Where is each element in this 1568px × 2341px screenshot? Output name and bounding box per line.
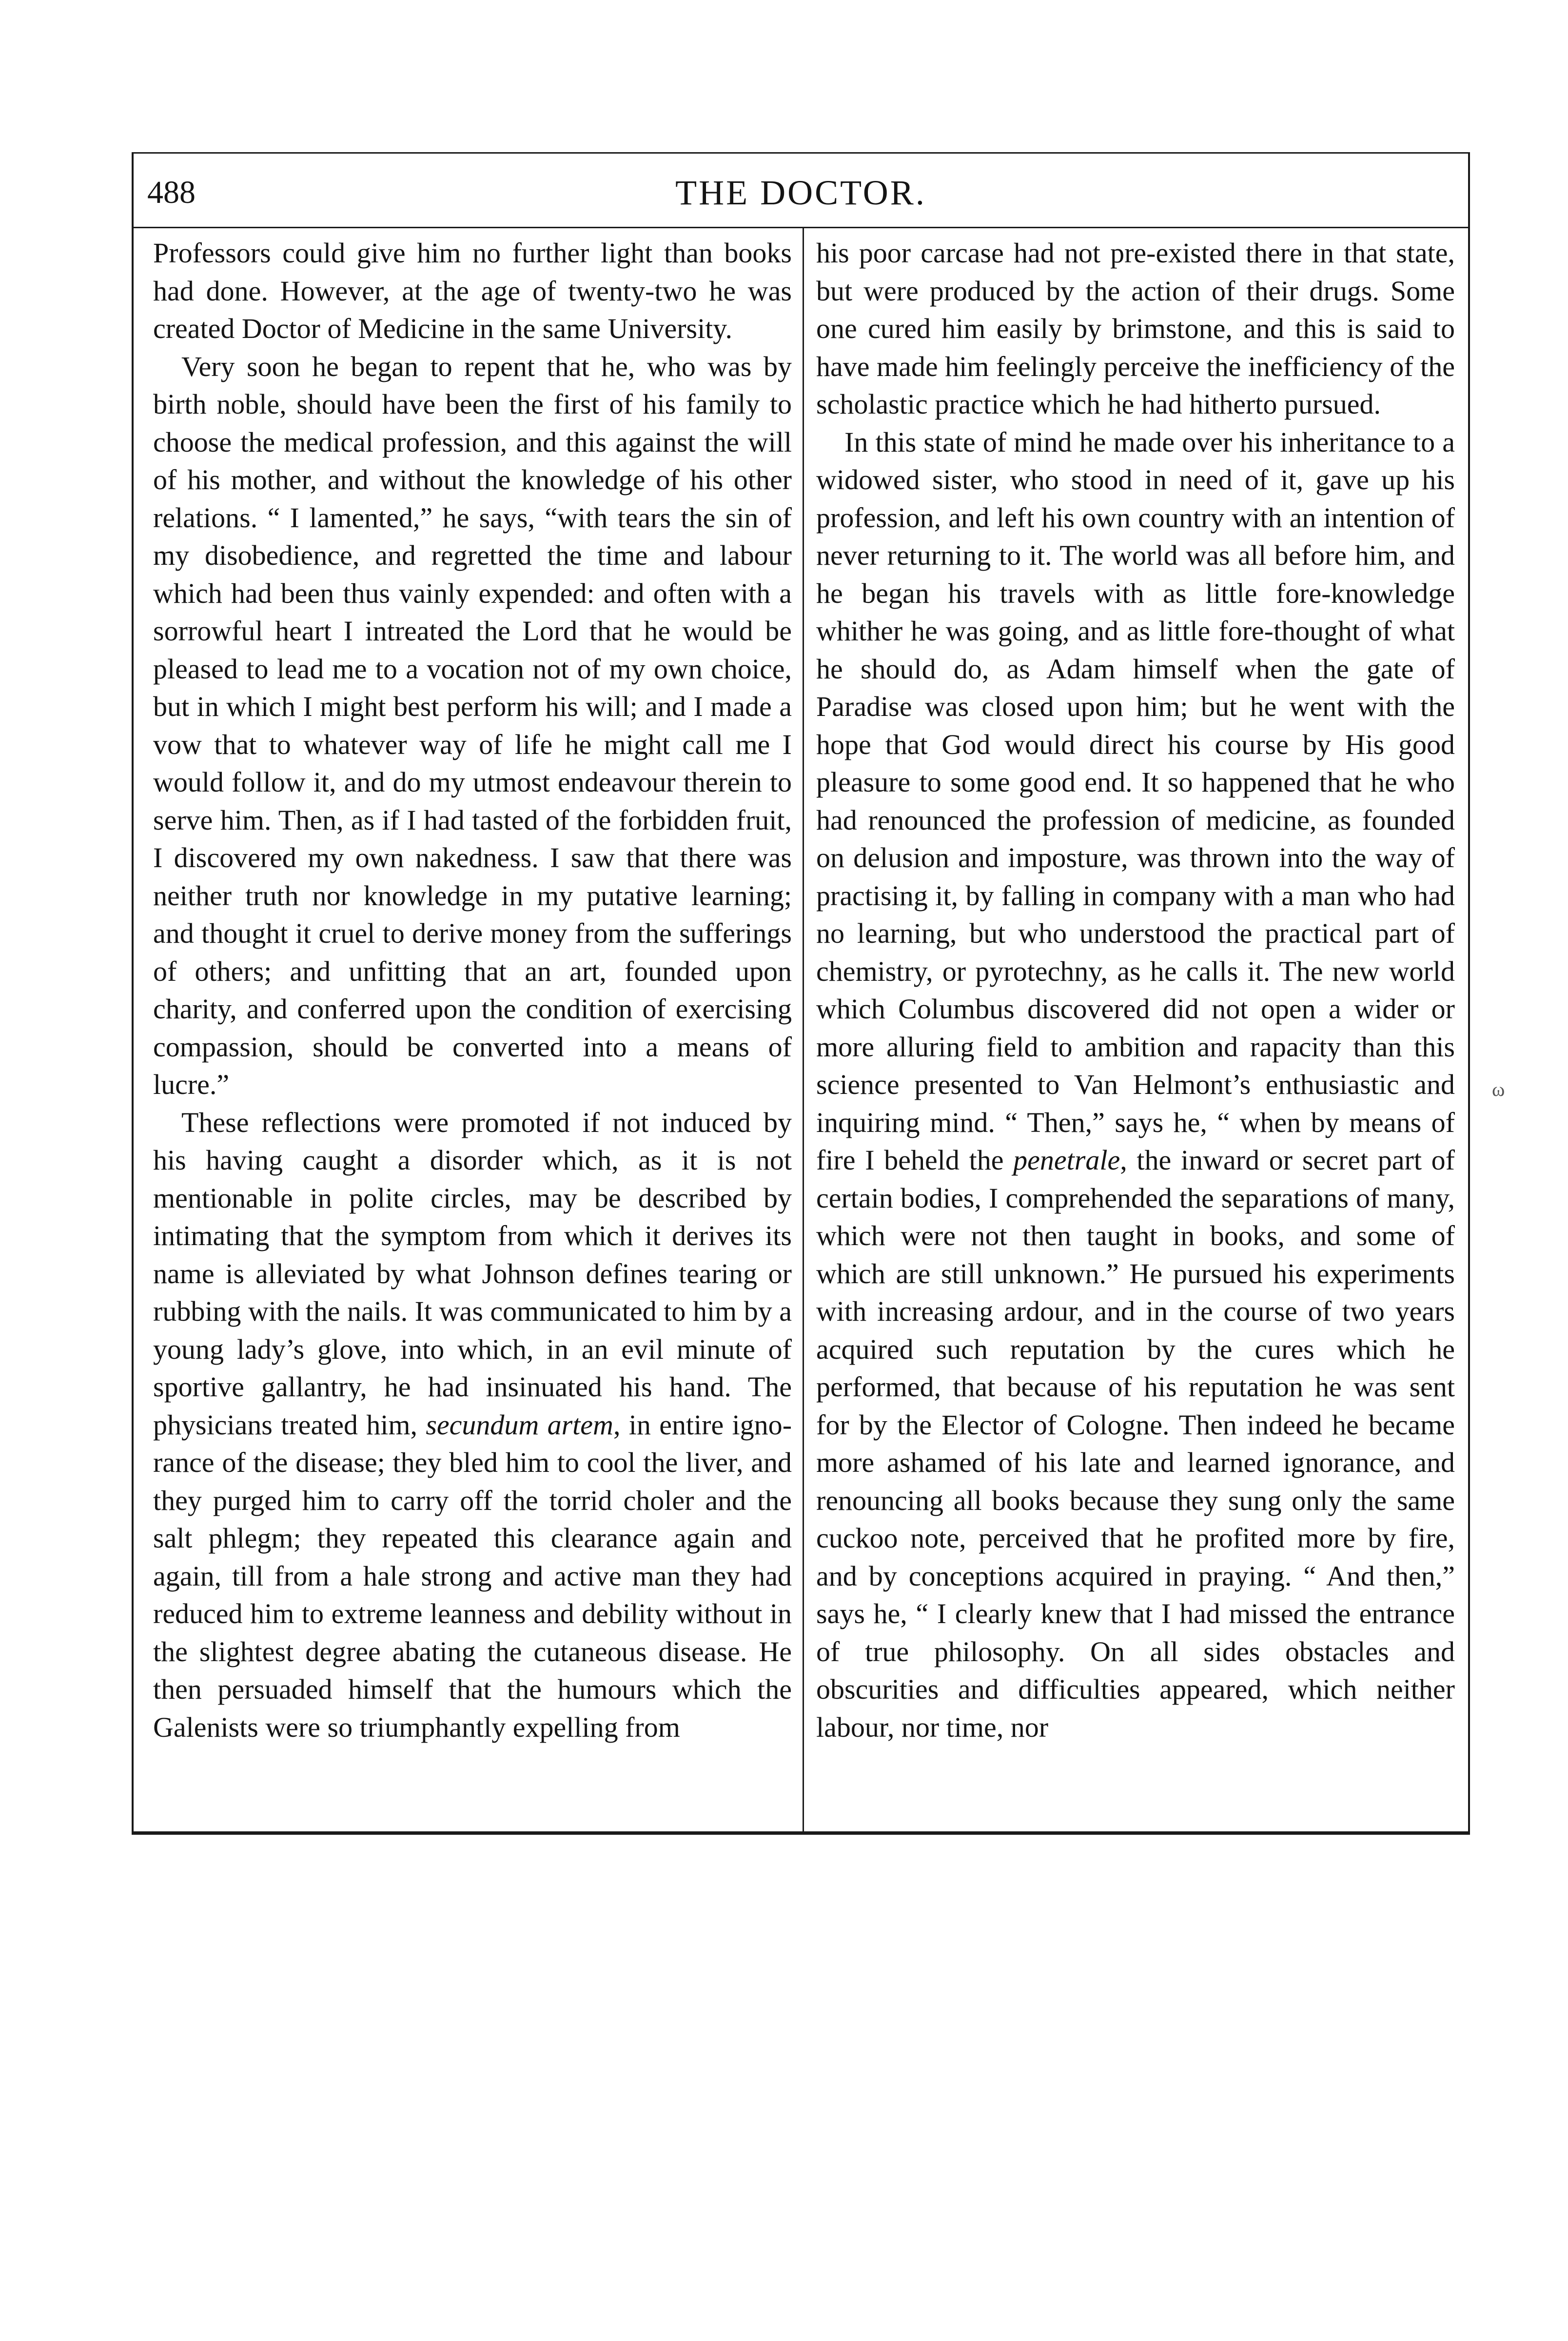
right-paragraph-1: his poor carcase had not pre-existed there in that state, but were produced by the action of their drugs. Some one cured him easily by brimstone, and this is said to have made him feelingly perceive the inefficiency of the scholastic practice which he had hitherto pursued. — [816, 237, 1455, 420]
right-column — [816, 234, 1455, 1824]
right-paragraph-2 — [816, 423, 1455, 1746]
page-frame — [132, 152, 1470, 1835]
left-column — [153, 234, 792, 1824]
left-paragraph-1: Professors could give him no further light than books had done. However, at the age of twenty-two he was created Doctor of Medicine in the same University. — [153, 237, 792, 344]
left-paragraph-3 — [153, 1104, 792, 1746]
italic-latin-phrase: secundum artem — [426, 1409, 613, 1441]
right-paragraph-2-text-b: , the inward or secret part of certain bodies, I comprehended the separations of many, which were not then taught in books, and some of which are still unknown.” He pursued his experiments with increasing ardour, and in the course of two years acquired such reputation by the cures which he performed, that because of his reputation he was sent for by the Elector of Cologne. Then indeed he became more ashamed of his late and learned ignorance, and renouncing all books because they sung only the same cuckoo note, perceived that he profited more by fire, and by conceptions acquired in praying. “ And then,” says he, “ I clearly knew that I had missed the entrance of true philosophy. On all sides obstacles and obscurities and difficulties appeared, which neither labour, nor time, nor — [816, 1144, 1455, 1743]
right-paragraph-2-text-a: In this state of mind he made over his inheritance to a widowed sister, who stood in need of it, gave up his profession, and left his own country with an intention of never returning to it. The world was all before him, and he began his travels with as little fore-knowledge whither he was going, and as little fore-thought of what he should do, as Adam himself when the gate of Paradise was closed upon him; but he went with the hope that God would direct his course by His good pleasure to some good end. It so happened that he who had renounced the profession of medicine, as founded on delusion and imposture, was thrown into the way of practising it, by falling in company with a man who had no learning, but who understood the practical part of chemistry, or pyrotechny, as he calls it. The new world which Columbus discovered did not open a wider or more alluring field to ambition and rapacity than this science presented to Van Helmont’s enthusiastic and inquiring mind. “ Then,” says he, “ when by means of fire I beheld the — [816, 426, 1455, 1176]
left-paragraph-2: Very soon he began to repent that he, who was by birth noble, should have been the first of his family to choose the medical profession, and this against the will of his mother, and without the knowledge of his other relations. “ I lamented,” he says, “with tears the sin of my disobedience, and regretted the time and labour which had been thus vainly expended: and often with a sorrowful heart I intreated the Lord that he would be pleased to lead me to a vocation not of my own choice, but in which I might best perform his will; and I made a vow that to whatever way of life he might call me I would follow it, and do my utmost endeavour therein to serve him. Then, as if I had tasted of the forbidden fruit, I discovered my own nakedness. I saw that there was neither truth nor knowledge in my putative learning; and thought it cruel to derive money from the sufferings of others; and unfitting that an art, founded upon charity, and conferred upon the condition of exercising compassion, should be converted into a means of lucre.” — [153, 350, 792, 1100]
left-paragraph-3-text-a: These reflections were promoted if not induced by his having caught a disorder which, as it is not mentionable in polite circles, may be described by intimating that the symptom from which it derives its name is alleviated by what Johnson defines tearing or rubbing with the nails. It was communicated to him by a young lady’s glove, into which, in an evil minute of sportive gallantry, he had insinuated his hand. The physicians treated him, — [153, 1106, 792, 1441]
italic-term: penetrale — [1013, 1144, 1120, 1176]
page-number: 488 — [147, 175, 196, 210]
page-header — [134, 154, 1468, 228]
left-paragraph-3-text-b: , in entire ignorance of the disease; they bled him to cool the liver, and they purged him to carry off the torrid choler and the salt phlegm; they repeated this clearance again and again, till from a hale strong and active man they had reduced him to extreme leanness and debility without in the slightest degree abating the cutaneous disease. He then persuaded himself that the humours which the Galenists were so triumphantly expelling from — [153, 1409, 792, 1743]
column-divider — [803, 227, 804, 1831]
margin-mark: ω — [1492, 1078, 1505, 1100]
running-title: THE DOCTOR. — [675, 173, 926, 212]
